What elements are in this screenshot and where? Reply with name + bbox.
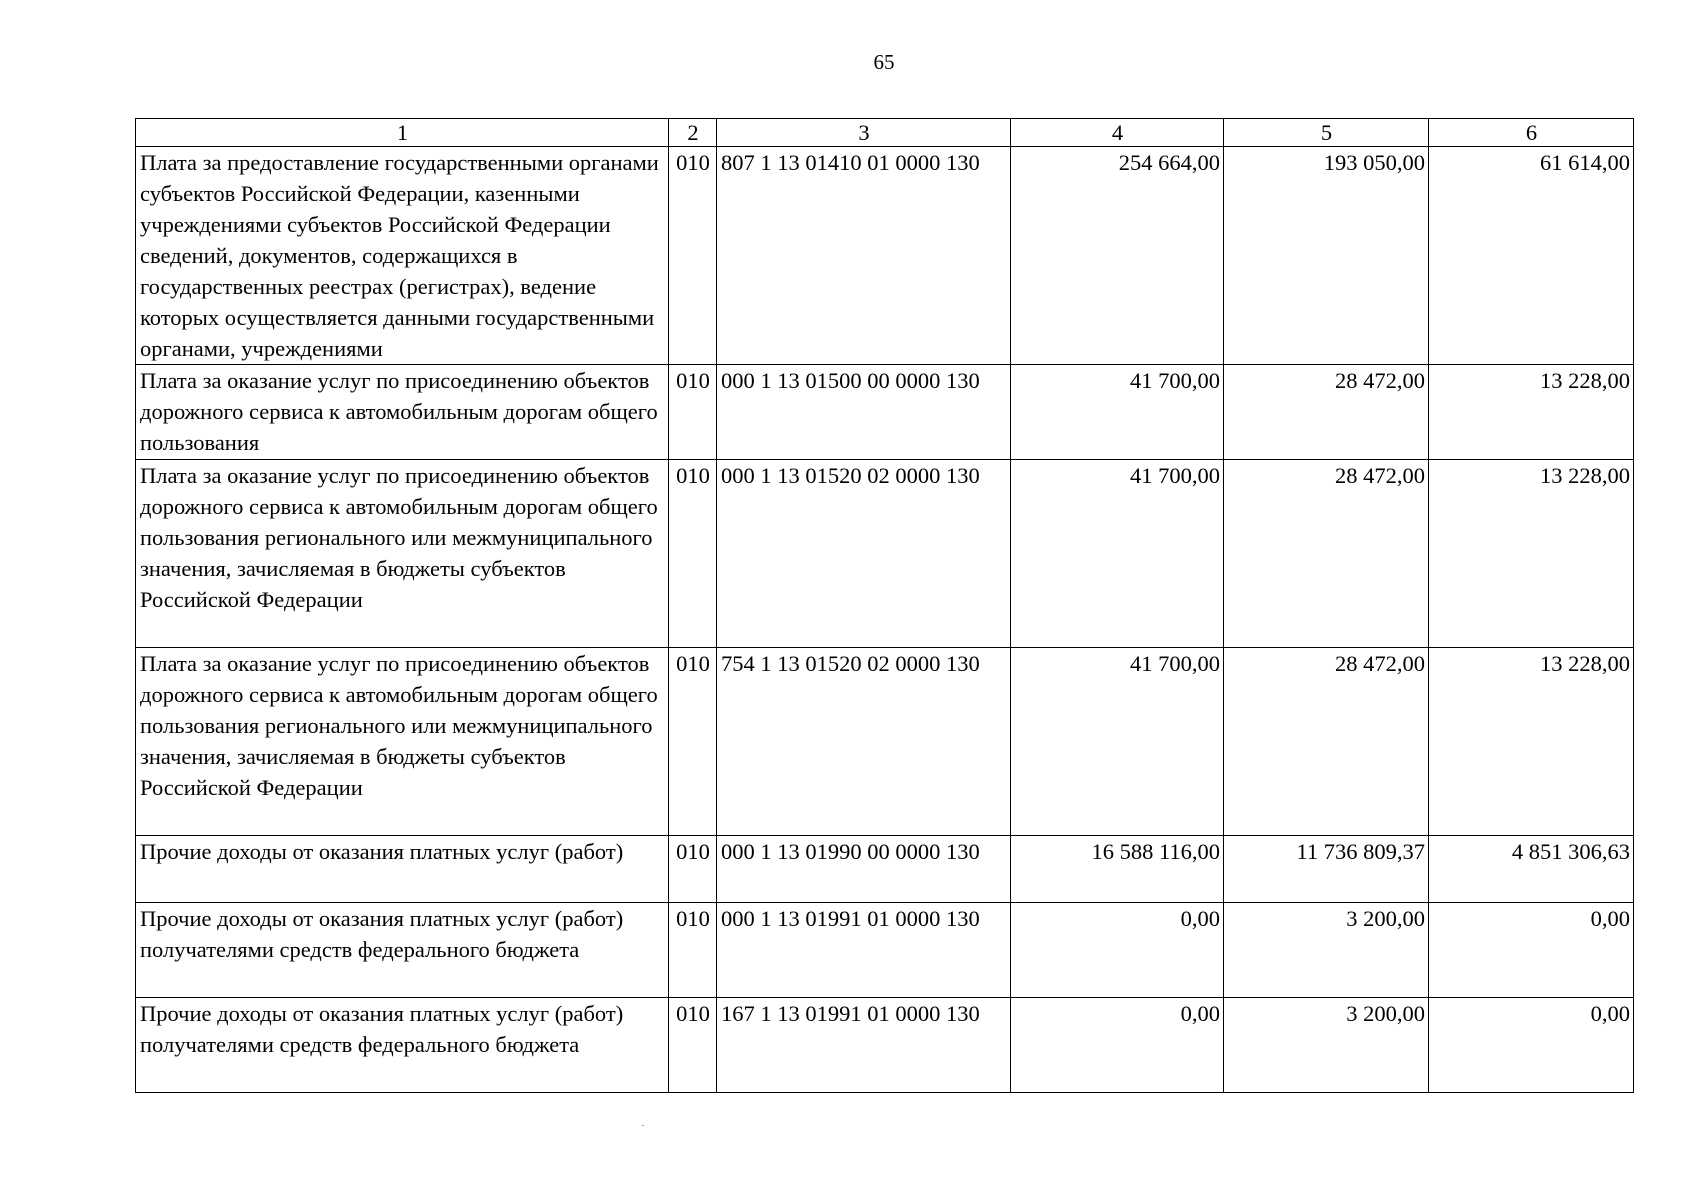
revenue-table xyxy=(135,118,1634,1093)
row-value-col5: 193 050,00 xyxy=(1224,147,1429,365)
row-value-col5: 3 200,00 xyxy=(1224,903,1429,998)
table-row xyxy=(136,365,1634,460)
row-value-col6: 13 228,00 xyxy=(1429,460,1634,648)
header-cell-1: 1 xyxy=(136,119,669,147)
row-value-col4: 0,00 xyxy=(1011,998,1224,1093)
header-cell-2: 2 xyxy=(669,119,717,147)
row-budget-code: 754 1 13 01520 02 0000 130 xyxy=(717,648,1011,836)
row-value-col6: 61 614,00 xyxy=(1429,147,1634,365)
row-line-code: 010 xyxy=(669,648,717,836)
row-value-col5: 28 472,00 xyxy=(1224,460,1429,648)
header-cell-4: 4 xyxy=(1011,119,1224,147)
row-value-col5: 28 472,00 xyxy=(1224,648,1429,836)
row-value-col5: 3 200,00 xyxy=(1224,998,1429,1093)
row-line-code: 010 xyxy=(669,836,717,903)
row-value-col5: 28 472,00 xyxy=(1224,365,1429,460)
row-line-code: 010 xyxy=(669,998,717,1093)
row-description: Прочие доходы от оказания платных услуг (работ) xyxy=(136,836,669,903)
row-budget-code: 000 1 13 01991 01 0000 130 xyxy=(717,903,1011,998)
table-row xyxy=(136,648,1634,836)
row-description: Прочие доходы от оказания платных услуг (работ) получателями средств федерального бюджета xyxy=(136,903,669,998)
page-number: 65 xyxy=(873,50,895,74)
row-value-col4: 41 700,00 xyxy=(1011,648,1224,836)
row-value-col5: 11 736 809,37 xyxy=(1224,836,1429,903)
header-cell-3: 3 xyxy=(717,119,1011,147)
table-row xyxy=(136,147,1634,365)
row-description: Прочие доходы от оказания платных услуг (работ) получателями средств федерального бюджета xyxy=(136,998,669,1093)
table-row xyxy=(136,460,1634,648)
row-budget-code: 167 1 13 01991 01 0000 130 xyxy=(717,998,1011,1093)
row-value-col4: 254 664,00 xyxy=(1011,147,1224,365)
row-budget-code: 000 1 13 01520 02 0000 130 xyxy=(717,460,1011,648)
row-description: Плата за оказание услуг по присоединению объектов дорожного сервиса к автомобильным дорогам общего пользования регионального или межмуниципального значения, зачисляемая в бюджеты субъектов Российской Федерации xyxy=(136,648,669,836)
row-value-col6: 4 851 306,63 xyxy=(1429,836,1634,903)
header-cell-6: 6 xyxy=(1429,119,1634,147)
row-description: Плата за оказание услуг по присоединению объектов дорожного сервиса к автомобильным дорогам общего пользования xyxy=(136,365,669,460)
row-description: Плата за оказание услуг по присоединению объектов дорожного сервиса к автомобильным дорогам общего пользования регионального или межмуниципального значения, зачисляемая в бюджеты субъектов Российской Федерации xyxy=(136,460,669,648)
table-row xyxy=(136,998,1634,1093)
row-value-col6: 0,00 xyxy=(1429,903,1634,998)
row-description: Плата за предоставление государственными органами субъектов Российской Федерации, казенными учреждениями субъектов Российской Федерации сведений, документов, содержащихся в государственных реестрах (регистрах), ведение которых осуществляется данными государственными органами, учреждениями xyxy=(136,147,669,365)
row-value-col4: 41 700,00 xyxy=(1011,365,1224,460)
row-value-col6: 13 228,00 xyxy=(1429,648,1634,836)
row-value-col6: 0,00 xyxy=(1429,998,1634,1093)
row-value-col4: 16 588 116,00 xyxy=(1011,836,1224,903)
row-budget-code: 000 1 13 01500 00 0000 130 xyxy=(717,365,1011,460)
row-line-code: 010 xyxy=(669,147,717,365)
row-line-code: 010 xyxy=(669,365,717,460)
row-line-code: 010 xyxy=(669,460,717,648)
row-value-col6: 13 228,00 xyxy=(1429,365,1634,460)
row-budget-code: 000 1 13 01990 00 0000 130 xyxy=(717,836,1011,903)
row-value-col4: 41 700,00 xyxy=(1011,460,1224,648)
table-header-row xyxy=(136,119,1634,147)
header-cell-5: 5 xyxy=(1224,119,1429,147)
table-row xyxy=(136,903,1634,998)
row-budget-code: 807 1 13 01410 01 0000 130 xyxy=(717,147,1011,365)
scan-speck xyxy=(642,1125,644,1126)
table-row xyxy=(136,836,1634,903)
row-line-code: 010 xyxy=(669,903,717,998)
row-value-col4: 0,00 xyxy=(1011,903,1224,998)
